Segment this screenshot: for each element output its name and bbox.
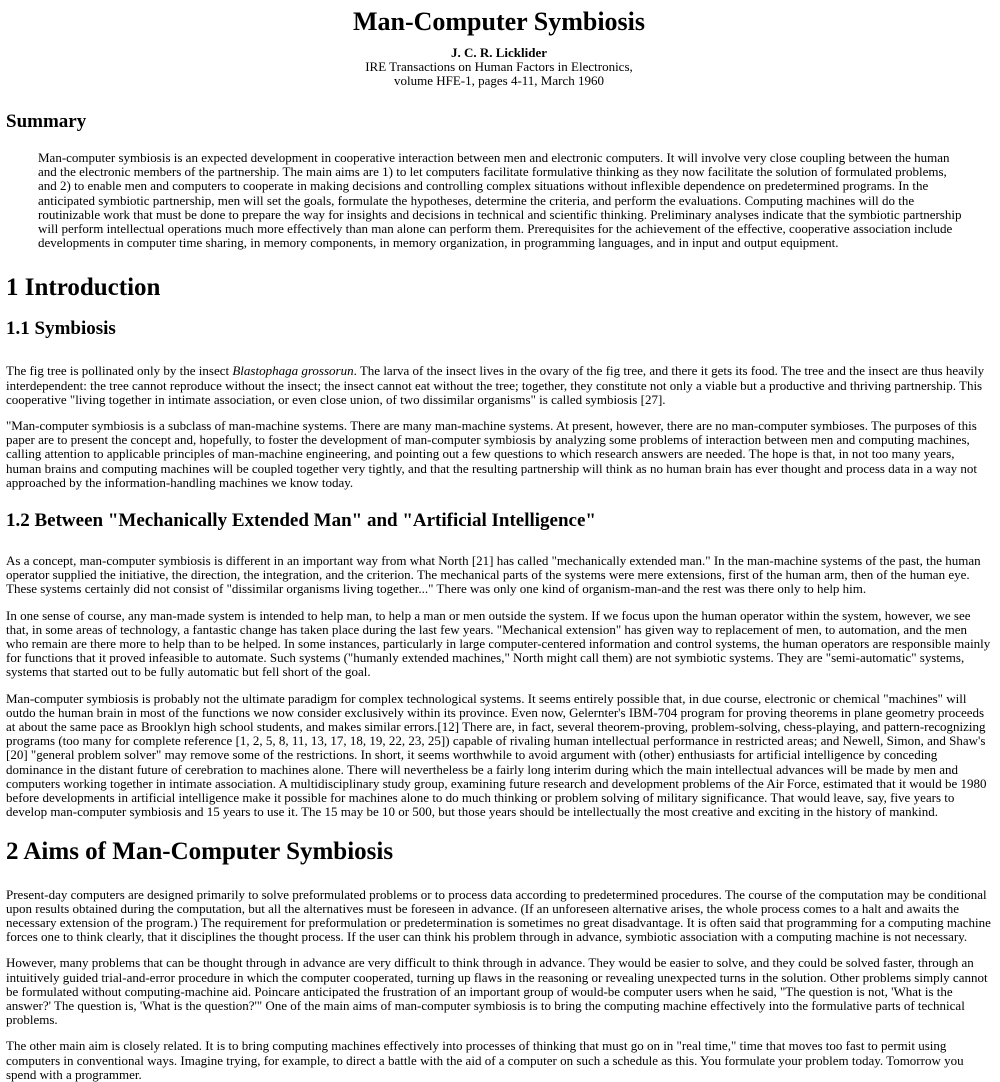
paragraph-man-made-system: In one sense of course, any man-made system is intended to help man, to help a man or men outside the system. If we focus upon the human operator within the system, however, we see that, in some areas of technology, a fantastic change has taken place during the last few years. "Mechanical extension" has given way to replacement of men, to automation, and the men who remain are there more to help than to be helped. In some instances, particularly in large computer-centered information and control systems, the human operators are responsible mainly for functions that it proved infeasible to automate. Such systems ("humanly extended machines," North might call them) are not symbiotic systems. They are "semi-automatic" systems, systems that started out to be fully automatic but fell short of the goal. [6,607,991,680]
venue-line-1: IRE Transactions on Human Factors in Electronics, [365,59,633,74]
paragraph-fig-tree [6,364,992,407]
venue-line-2: volume HFE-1, pages 4-11, March 1960 [393,73,604,88]
paper-title: Man-Computer Symbiosis [352,7,646,36]
byline [6,46,992,88]
author-name: J. C. R. Licklider [450,45,548,60]
paragraph-real-time: The other main aim is closely related. It is to bring computing machines effectively into processes of thinking that must go on in "real time," time that moves too fast to permit using computers in conventional ways. Imagine trying, for example, to direct a battle with the aid of a computer on such a schedule as this. You formulate your problem today. Tomorrow you spend with a programmer. [6,1038,964,1082]
paragraph-problems-thought-through: However, many problems that can be thought through in advance are very difficult to think through in advance. They would be easier to solve, and they could be solved faster, through an intuitively guided trial-and-error procedure in which the computer cooperated, turning up flaws in the reasoning or revealing unexpected turns in the solution. Other problems simply cannot be formulated without computing-machine aid. Poincare anticipated the frustration of an important group of would-be computer users when he said, "The question is not, 'What is the answer?' The question is, 'What is the question?'" One of the main aims of man-computer symbiosis is to bring the computing machine effectively into the formulative parts of technical problems. [6,955,988,1028]
paragraph-mechanically-extended-man: As a concept, man-computer symbiosis is different in an important way from what North [21] has called "mechanically extended man." In the man-machine systems of the past, the human operator supplied the initiative, the direction, the integration, and the criterion. The mechanical parts of the systems were mere extensions, first of the human arm, then of the human eye. These systems certainly did not consist of "dissimilar organisms living together..." There was only one kind of organism-man-and the rest was there only to help him. [6,553,981,597]
section-heading-aims: 2 Aims of Man-Computer Symbiosis [6,837,394,865]
paragraph-text: The fig tree is pollinated only by the insect [6,363,233,379]
paragraph-man-computer-subclass: "Man-computer symbiosis is a subclass of man-machine systems. There are many man-machine systems. At present, however, there are no man-computer symbioses. The purposes of this paper are to present the concept and, hopefully, to foster the development of man-computer symbiosis by analyzing some problems of interaction between men and computing machines, calling attention to applicable principles of man-machine engineering, and pointing out a few questions to which research answers are needed. The hope is that, in not too many years, human brains and computing machines will be coupled together very tightly, and that the resulting partnership will think as no human brain has ever thought and process data in a way not approached by the information-handling machines we know today. [6,418,978,490]
subsection-heading-between: 1.2 Between "Mechanically Extended Man" and "Artificial Intelligence" [6,510,596,532]
summary-heading: Summary [6,111,87,132]
subsection-heading-symbiosis: 1.1 Symbiosis [6,318,116,340]
paragraph-text: . The larva of the insect lives in the ovary of the fig tree, and there it gets its food. The tree and the insect are thus heavily interdependent: the tree cannot reproduce without the insect; the insect cannot eat without the tree; together, they constitute not only a viable but a productive and thriving partnership. This cooperative "living together in intimate association, or even close union, of two dissimilar organisms" is called symbiosis [27]. [6,363,985,407]
section-heading-introduction: 1 Introduction [6,274,161,302]
paragraph-present-day-computers: Present-day computers are designed primarily to solve preformulated problems or to process data according to predetermined procedures. The course of the computation may be conditional upon results obtained during the computation, but all the alternatives must be foreseen in advance. (If an unforeseen alternative arises, the whole process comes to a halt and awaits the necessary extension of the program.) The requirement for preformulation or predetermination is sometimes no great disadvantage. It is often said that programming for a computing machine forces one to think clearly, that it disciplines the thought process. If the user can think his problem through in advance, symbiotic association with a computing machine is not necessary. [6,886,991,945]
summary-abstract: Man-computer symbiosis is an expected development in cooperative interaction between men and electronic computers. It will involve very close coupling between the human and the electronic members of the partnership. The main aims are 1) to let computers facilitate formulative thinking as they now facilitate the solution of formulated problems, and 2) to enable men and computers to cooperate in making decisions and controlling complex situations without inflexible dependence on predetermined programs. In the anticipated symbiotic partnership, men will set the goals, formulate the hypotheses, determine the criteria, and perform the evaluations. Computing machines will do the routinizable work that must be done to prepare the way for insights and decisions in technical and scientific thinking. Preliminary analyses indicate that the symbiotic partnership will perform intellectual operations much more effectively than man alone can perform them. Prerequisites for the achievement of the effective, cooperative association include developments in computer time sharing, in memory components, in memory organization, in programming languages, and in input and output equipment. [38,150,962,251]
species-name-italic: Blastophaga grossorun [232,363,354,379]
document-page [6,0,992,1082]
paragraph-ultimate-paradigm: Man-computer symbiosis is probably not the ultimate paradigm for complex technological systems. It seems entirely possible that, in due course, electronic or chemical "machines" will outdo the human brain in most of the functions we now consider exclusively within its province. Even now, Gelernter's IBM-704 program for proving theorems in plane geometry proceeds at about the same pace as Brooklyn high school students, and makes similar errors.[12] There are, in fact, several theorem-proving, problem-solving, chess-playing, and pattern-recognizing programs (too many for complete reference [1, 2, 5, 8, 11, 13, 17, 18, 19, 22, 23, 25]) capable of rivaling human intellectual performance in restricted areas; and Newell, Simon, and Shaw's [20] "general problem solver" may remove some of the restrictions. In short, it seems worthwhile to avoid argument with (other) enthusiasts for artificial intelligence by conceding dominance in the distant future of cerebration to machines alone. There will nevertheless be a fairly long interim during which the main intellectual advances will be made by men and computers working together in intimate association. A multidisciplinary study group, examining future research and development problems of the Air Force, estimated that it would be 1980 before developments in artificial intelligence make it possible for machines alone to do much thinking or problem solving of military significance. That would leave, say, five years to develop man-computer symbiosis and 15 years to use it. The 15 may be 10 or 500, but those years should be intellectually the most creative and exciting in the history of mankind. [6,690,987,820]
